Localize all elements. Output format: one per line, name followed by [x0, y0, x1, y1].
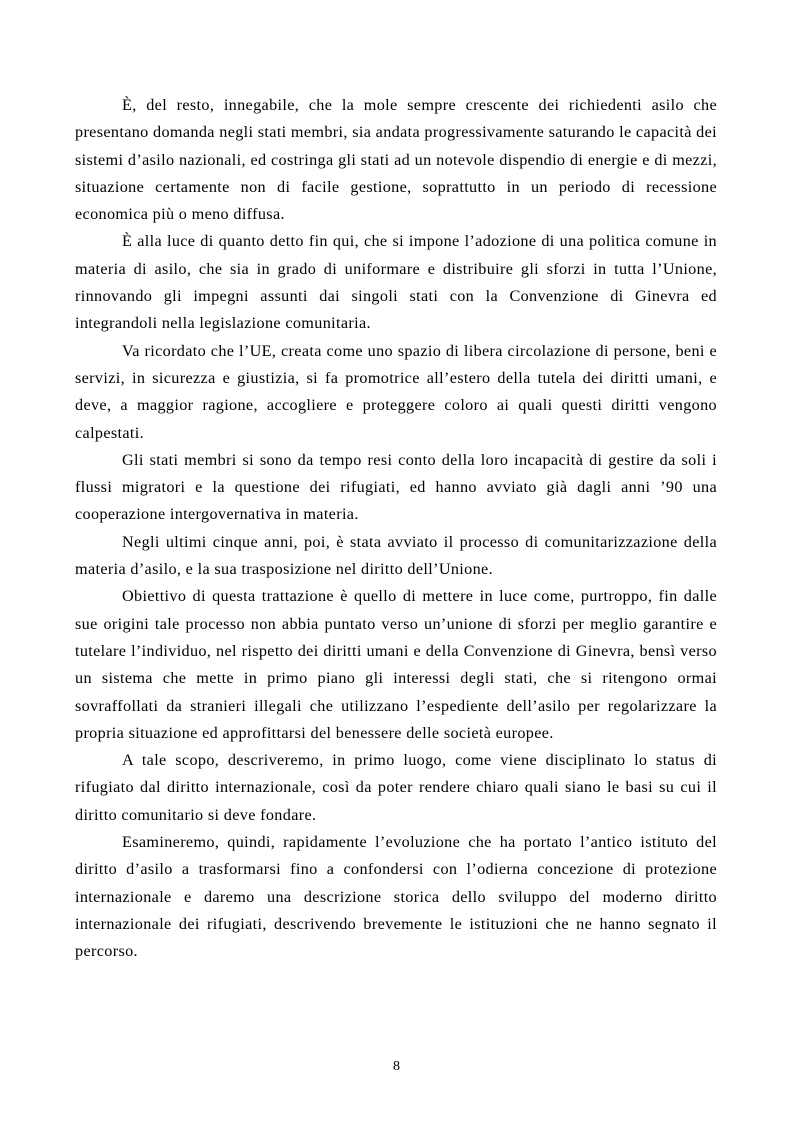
paragraph: È, del resto, innegabile, che la mole sempre crescente dei richiedenti asilo che presentano domanda negli stati membri, sia andata progressivamente saturando le capacità dei sistemi d’asilo nazionali, ed costringa gli stati ad un notevole dispendio di energie e di mezzi, situazione certamente non di facile gestione, soprattutto in un periodo di recessione economica più o meno diffusa. [75, 96, 717, 224]
paragraph: È alla luce di quanto detto fin qui, che si impone l’adozione di una politica comune in materia di asilo, che sia in grado di uniformare e distribuire gli sforzi in tutta l’Unione, rinnovando gli impegni assunti dai singoli stati con la Convenzione di Ginevra ed integrandoli nella legislazione comunitaria. [75, 232, 717, 333]
paragraph: Esamineremo, quindi, rapidamente l’evoluzione che ha portato l’antico istituto del diritto d’asilo a trasformarsi fino a confondersi con l’odierna concezione di protezione internazionale e daremo una descrizione storica dello sviluppo del moderno diritto internazionale dei rifugiati, descrivendo brevemente le istituzioni che ne hanno segnato il percorso. [75, 833, 717, 961]
paragraph: Gli stati membri si sono da tempo resi conto della loro incapacità di gestire da soli i flussi migratori e la questione dei rifugiati, ed hanno avviato già dagli anni ’90 una cooperazione intergovernativa in materia. [75, 450, 717, 524]
paragraph: Va ricordato che l’UE, creata come uno spazio di libera circolazione di persone, beni e servizi, in sicurezza e giustizia, si fa promotrice all’estero della tutela dei diritti umani, e deve, a maggior ragione, accogliere e proteggere coloro ai quali questi diritti vengono calpestati. [75, 341, 717, 442]
page-number: 8 [393, 1059, 400, 1074]
paragraph: A tale scopo, descriveremo, in primo luogo, come viene disciplinato lo status di rifugiato dal diritto internazionale, così da poter rendere chiaro quali siano le basi su cui il diritto comunitario si deve fondare. [75, 751, 717, 824]
paragraph: Negli ultimi cinque anni, poi, è stata avviato il processo di comunitarizzazione della materia d’asilo, e la sua trasposizione nel diritto dell’Unione. [75, 532, 717, 579]
paragraph: Obiettivo di questa trattazione è quello di mettere in luce come, purtroppo, fin dalle sue origini tale processo non abbia puntato verso un’unione di sforzi per meglio garantire e tutelare l’individuo, nel rispetto dei diritti umani e della Convenzione di Ginevra, bensì verso un sistema che mette in primo piano gli interessi degli stati, che si ritengono ormai sovraffollati da stranieri illegali che utilizzano l’espediente dell’asilo per regolarizzare la propria situazione ed approfittarsi del benessere delle società europee. [75, 587, 717, 742]
body-text [75, 92, 717, 966]
